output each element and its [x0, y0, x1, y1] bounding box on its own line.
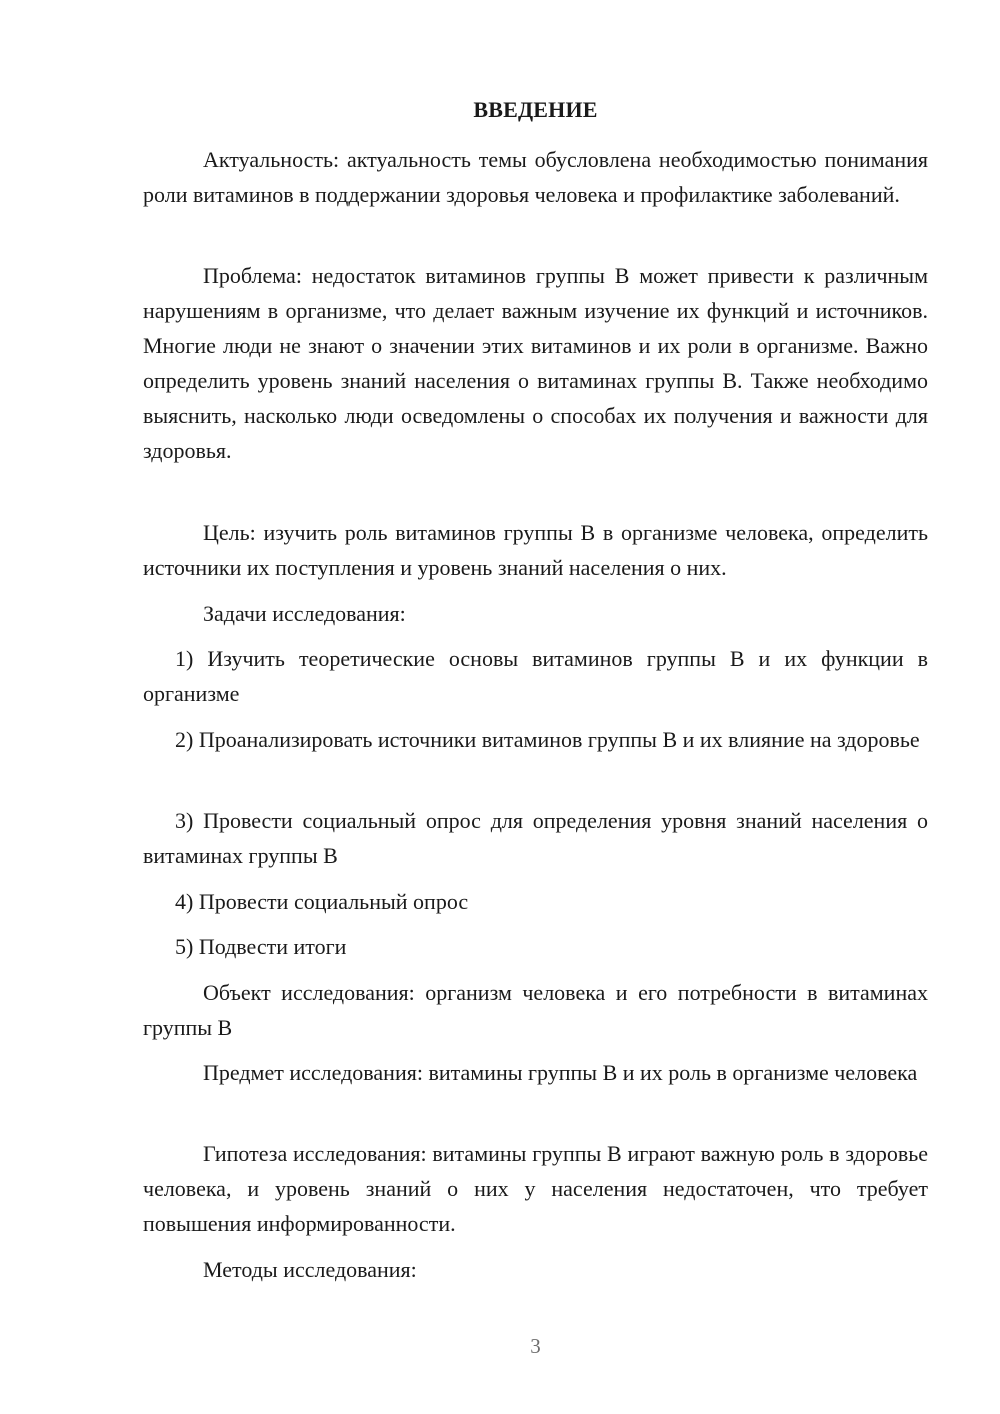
paragraph-methods: Методы исследования: [203, 1257, 417, 1282]
paragraph-hypothesis: Гипотеза исследования: витамины группы В играют важную роль в здоровье человека, и уровень знаний о них у населения недостаточен, что требует повышения информированности. [143, 1141, 928, 1236]
task-item-1: 1) Изучить теоретические основы витаминов группы В и их функции в организме [143, 646, 928, 706]
document-page [143, 0, 928, 1414]
paragraph-subject: Предмет исследования: витамины группы В и их роль в организме человека [203, 1060, 918, 1085]
task-item-4: 4) Провести социальный опрос [175, 889, 469, 914]
task-item-3: 3) Провести социальный опрос для определения уровня знаний населения о витаминах группы В [143, 808, 928, 868]
paragraph-goal: Цель: изучить роль витаминов группы В в организме человека, определить источники их поступления и уровень знаний населения о них. [143, 520, 928, 580]
paragraph-problem: Проблема: недостаток витаминов группы В может привести к различным нарушениям в организме, что делает важным изучение их функций и источников. Многие люди не знают о значении этих витаминов и их роли в организме. Важно определить уровень знаний населения о витаминах группы В. Также необходимо выяснить, насколько люди осведомлены о способах их получения и важности для здоровья. [143, 263, 928, 463]
paragraph-tasks-heading: Задачи исследования: [203, 601, 406, 626]
task-item-5: 5) Подвести итоги [175, 934, 347, 959]
page-number: 3 [530, 1334, 541, 1358]
section-heading: ВВЕДЕНИЕ [473, 97, 598, 122]
task-item-2: 2) Проанализировать источники витаминов группы В и их влияние на здоровье [175, 727, 920, 752]
paragraph-relevance: Актуальность: актуальность темы обусловлена необходимостью понимания роли витаминов в поддержании здоровья человека и профилактике заболеваний. [143, 147, 928, 207]
paragraph-object: Объект исследования: организм человека и его потребности в витаминах группы В [143, 980, 928, 1040]
